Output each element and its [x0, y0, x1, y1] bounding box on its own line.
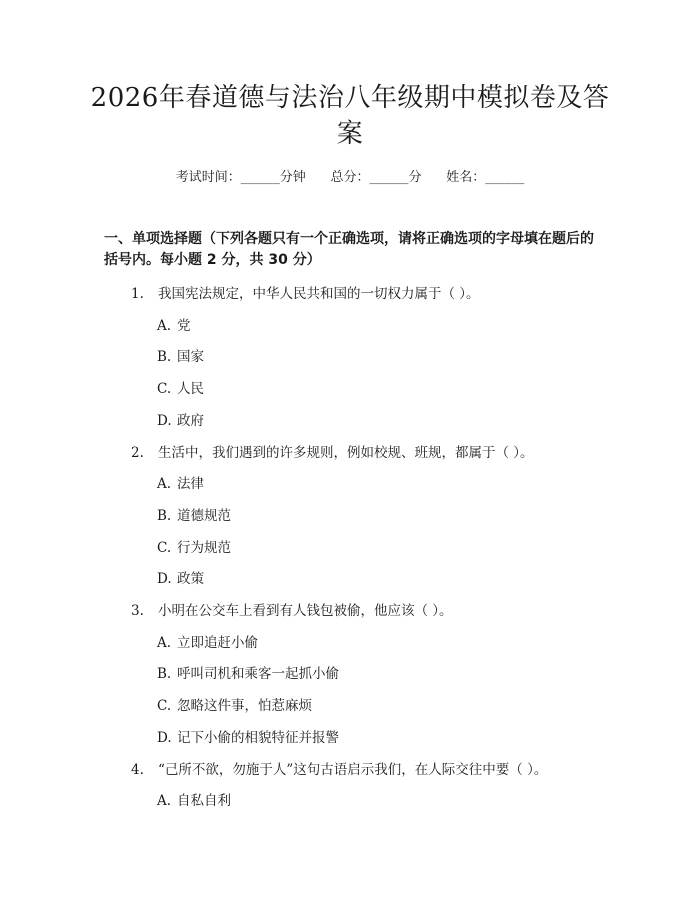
- option-b: [157, 506, 231, 526]
- option-letter: A.: [157, 634, 172, 651]
- exam-info-line: 考试时间：______分钟 总分：______分 姓名：______: [175, 170, 525, 185]
- question-number: 2.: [131, 444, 144, 461]
- option-a: [157, 316, 191, 336]
- option-b: [157, 347, 204, 367]
- option-letter: D.: [157, 571, 172, 588]
- question-text: 生活中，我们遇到的许多规则，例如校规、班规，都属于（ ）。: [158, 444, 534, 461]
- question-3: [131, 601, 453, 621]
- option-letter: C.: [157, 381, 172, 398]
- option-text: 国家: [177, 349, 204, 366]
- option-text: 人民: [177, 381, 204, 398]
- question-text: 我国宪法规定，中华人民共和国的一切权力属于（ ）。: [158, 286, 480, 302]
- question-1: [131, 284, 480, 304]
- question-number: 4.: [131, 761, 144, 778]
- option-text: 呼叫司机和乘客一起抓小偷: [177, 666, 339, 683]
- option-letter: B.: [157, 507, 172, 524]
- option-letter: A.: [157, 476, 172, 493]
- section-heading: 一、单项选择题（下列各题只有一个正确选项，请将正确选项的字母填在题后的括号内。每小题 2 分，共 30 分）: [104, 231, 594, 268]
- option-text: 道德规范: [177, 507, 231, 524]
- option-text: 党: [177, 317, 191, 334]
- option-text: 自私自利: [177, 793, 231, 810]
- option-c: [157, 379, 204, 399]
- document-title: 2026年春道德与法治八年级期中模拟卷及答案: [90, 83, 610, 149]
- question-4: [131, 760, 547, 780]
- option-a: [157, 633, 258, 653]
- option-c: [157, 538, 231, 558]
- option-letter: B.: [157, 666, 172, 683]
- option-a: [157, 791, 231, 811]
- option-text: 政策: [177, 571, 204, 588]
- question-text: 小明在公交车上看到有人钱包被偷，他应该（ ）。: [158, 603, 453, 619]
- option-letter: D.: [157, 729, 172, 746]
- question-text: “己所不欲，勿施于人”这句古语启示我们，在人际交往中要（ ）。: [158, 761, 548, 778]
- option-letter: A.: [157, 317, 172, 334]
- option-letter: D.: [157, 412, 172, 429]
- option-d: [157, 411, 204, 431]
- option-d: [157, 728, 339, 748]
- option-text: 法律: [177, 476, 204, 493]
- option-letter: C.: [157, 539, 172, 556]
- question-number: 3.: [131, 603, 144, 619]
- option-letter: C.: [157, 698, 172, 715]
- option-c: [157, 696, 312, 716]
- option-text: 立即追赶小偷: [177, 634, 258, 651]
- option-letter: B.: [157, 349, 172, 366]
- option-a: [157, 474, 204, 494]
- option-text: 忽略这件事，怕惹麻烦: [177, 698, 312, 715]
- option-text: 政府: [177, 412, 204, 429]
- question-2: [131, 443, 534, 463]
- option-letter: A.: [157, 793, 172, 810]
- option-text: 行为规范: [177, 539, 231, 556]
- option-text: 记下小偷的相貌特征并报警: [177, 729, 339, 746]
- option-b: [157, 664, 339, 684]
- option-d: [157, 569, 204, 589]
- question-number: 1.: [131, 286, 144, 302]
